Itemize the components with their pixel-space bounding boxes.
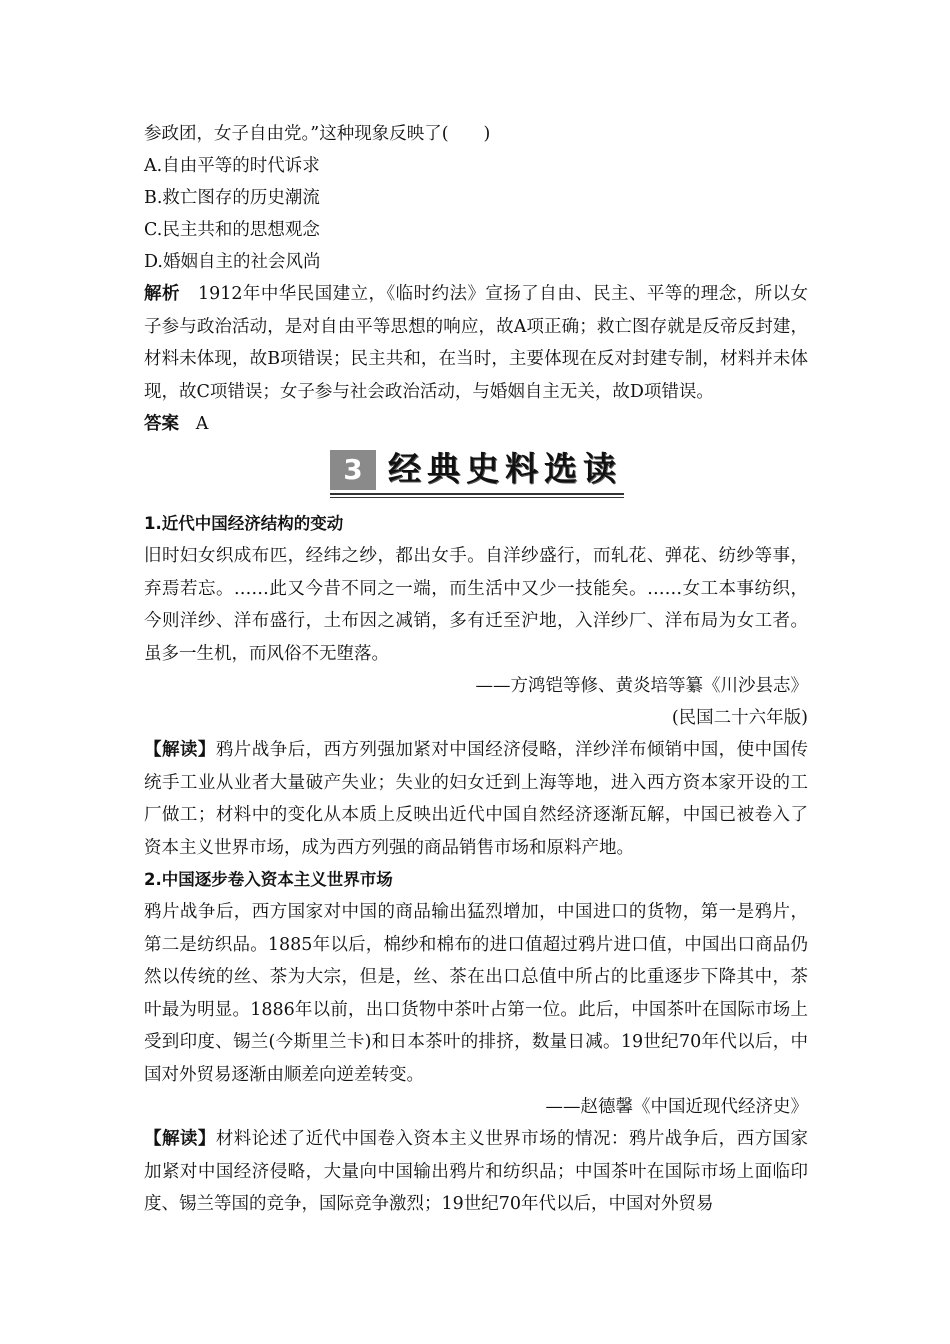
answer-label: 答案 <box>144 414 179 434</box>
reading-2-source: ——赵德馨《中国近现代经济史》 <box>545 1097 808 1117</box>
reading-1-heading: 1.近代中国经济结构的变动 <box>144 514 344 533</box>
section-title: 经典史料选读 <box>388 449 622 488</box>
analysis-paragraph <box>144 278 808 408</box>
reading-1-source-note: (民国二十六年版) <box>671 708 808 728</box>
option-b: B.救亡图存的历史潮流 <box>144 188 320 208</box>
reading-1-interpretation <box>144 734 808 864</box>
reading-2-quote: 鸦片战争后，西方国家对中国的商品输出猛烈增加，中国进口的货物，第一是鸦片，第二是纺织品。1885年以后，棉纱和棉布的进口值超过鸦片进口值，中国出口商品仍然以传统的丝、茶为大宗，但是，丝、茶在出口总值中所占的比重逐步下降其中，茶叶最为明显。1886年以前，出口货物中茶叶占第一位。此后，中国茶叶在国际市场上受到印度、锡兰(今斯里兰卡)和日本茶叶的排挤，数量日减。19世纪70年代以后，中国对外贸易逐渐由顺差向逆差转变。 <box>144 902 808 1085</box>
answer-value: A <box>195 414 209 434</box>
section-underline-thin <box>330 497 624 498</box>
analysis-label: 解析 <box>144 284 180 304</box>
section-number-badge: 3 <box>330 450 376 490</box>
section-banner <box>144 446 808 502</box>
reading-1-source: ——方鸿铠等修、黄炎培等纂《川沙县志》 <box>475 676 808 696</box>
reading-1-quote: 旧时妇女织成布匹，经纬之纱，都出女手。自洋纱盛行，而轧花、弹花、纺纱等事，弃焉若忘。……此又今昔不同之一端，而生活中又少一技能矣。……女工本事纺织，今则洋纱、洋布盛行，土布因之减销，多有迁至沪地，入洋纱厂、洋布局为女工者。虽多一生机，而风俗不无堕落。 <box>144 546 808 664</box>
interpretation-label: 【解读】 <box>144 740 216 760</box>
document-page <box>144 118 808 1221</box>
question-stem-end: 参政团，女子自由党。”这种现象反映了( ) <box>144 124 491 144</box>
option-c: C.民主共和的思想观念 <box>144 220 320 240</box>
answer-line <box>144 408 808 440</box>
section-underline <box>330 493 624 495</box>
reading-2-interpretation <box>144 1123 808 1221</box>
interpretation-text: 材料论述了近代中国卷入资本主义世界市场的情况：鸦片战争后，西方国家加紧对中国经济侵略，大量向中国输出鸦片和纺织品；中国茶叶在国际市场上面临印度、锡兰等国的竞争，国际竞争激烈；19世纪70年代以后，中国对外贸易 <box>144 1129 809 1214</box>
option-d: D.婚姻自主的社会风尚 <box>144 252 321 272</box>
option-a: A.自由平等的时代诉求 <box>144 156 320 176</box>
reading-2-heading: 2.中国逐步卷入资本主义世界市场 <box>144 870 393 889</box>
interpretation-label: 【解读】 <box>144 1129 216 1149</box>
analysis-text: 1912年中华民国建立，《临时约法》宣扬了自由、民主、平等的理念，所以女子参与政治活动，是对自由平等思想的响应，故A项正确；救亡图存就是反帝反封建，材料未体现，故B项错误；民主共和，在当时，主要体现在反对封建专制，材料并未体现，故C项错误；女子参与社会政治活动，与婚姻自主无关，故D项错误。 <box>144 284 808 402</box>
interpretation-text: 鸦片战争后，西方列强加紧对中国经济侵略，洋纱洋布倾销中国，使中国传统手工业从业者大量破产失业；失业的妇女迁到上海等地，进入西方资本家开设的工厂做工；材料中的变化从本质上反映出近代中国自然经济逐渐瓦解，中国已被卷入了资本主义世界市场，成为西方列强的商品销售市场和原料产地。 <box>144 740 809 858</box>
